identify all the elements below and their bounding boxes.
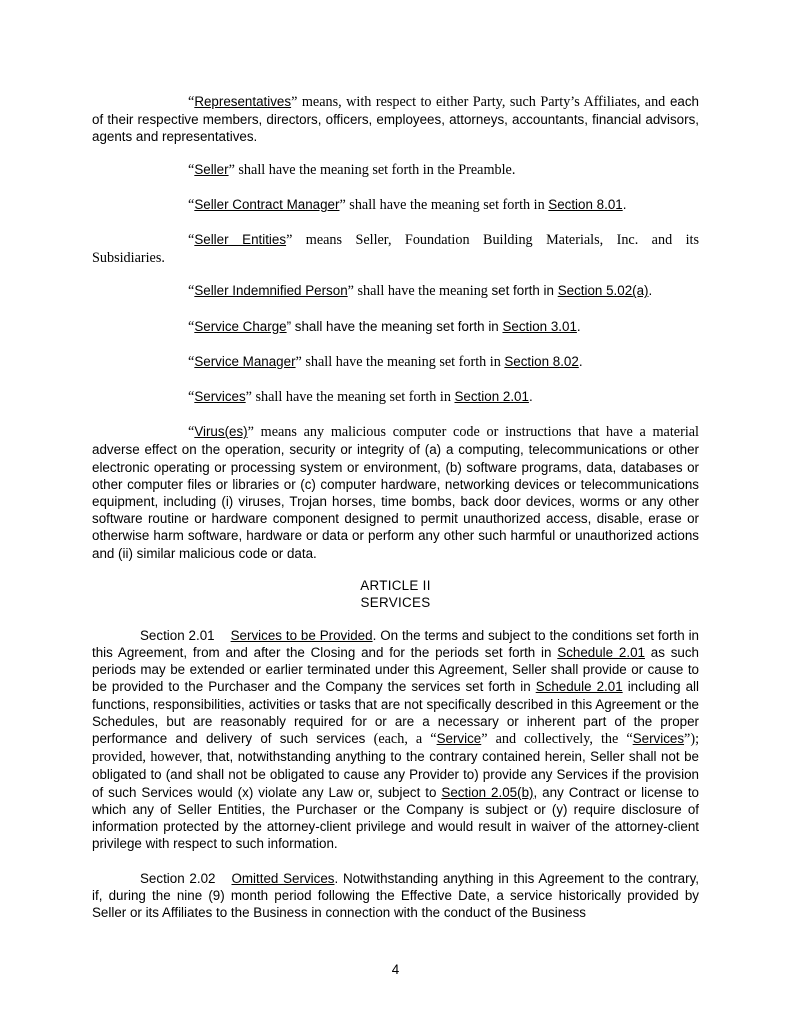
article-title: SERVICES — [360, 594, 431, 610]
term-seller-entities: Seller Entities — [194, 232, 287, 248]
definition-seller-entities: “Seller Entities” means Seller, Foundation Building Materials, Inc. and its Subsidiaries. — [92, 232, 699, 267]
term-service-manager: Service Manager — [194, 353, 296, 369]
section-2-02-number: Section 2.02 — [140, 870, 216, 886]
definition-services: “Services” shall have the meaning set forth in Section 2.01. — [188, 389, 533, 406]
article-heading — [92, 577, 699, 611]
ref-section-5-02a: Section 5.02(a) — [557, 283, 649, 299]
article-number: ARTICLE II — [360, 577, 431, 593]
definition-service-charge: “Service Charge” shall have the meaning set forth in Section 3.01. — [188, 318, 581, 335]
term-seller: Seller — [194, 161, 229, 177]
section-2-02: Section 2.02 Omitted Services. Notwithstanding anything in this Agreement to the contrary, if, during the nine (9) month period following the Effective Date, a service historically provided by Seller or its Affiliates to the Business in connection with the conduct of the Business — [92, 870, 699, 920]
term-seller-indemnified-person: Seller Indemnified Person — [194, 283, 348, 299]
term-services: Services — [194, 389, 246, 405]
section-2-02-title: Omitted Services — [231, 870, 335, 886]
term-service: Service — [436, 731, 482, 747]
page-content — [92, 93, 699, 938]
term-service-charge: Service Charge — [194, 318, 287, 334]
ref-schedule-2-01-a: Schedule 2.01 — [557, 645, 645, 661]
term-services-2: Services — [632, 731, 685, 747]
term-seller-contract-manager: Seller Contract Manager — [194, 196, 340, 212]
ref-section-8-01: Section 8.01 — [548, 196, 623, 212]
ref-schedule-2-01-b: Schedule 2.01 — [535, 679, 623, 695]
ref-section-2-05b: Section 2.05(b) — [441, 784, 534, 800]
page-number: 4 — [391, 962, 400, 977]
definition-seller-indemnified-person: “Seller Indemnified Person” shall have the meaning set forth in Section 5.02(a). — [188, 283, 653, 300]
section-2-01-number: Section 2.01 — [140, 627, 215, 643]
definition-representatives: “Representatives” means, with respect to either Party, such Party’s Affiliates, and each of their respective members, directors, officers, employees, attorneys, accountants, financial advisors, agents and representatives. — [92, 94, 699, 145]
ref-section-8-02: Section 8.02 — [504, 353, 579, 369]
ref-section-3-01: Section 3.01 — [502, 318, 577, 334]
section-2-01-title: Services to be Provided — [230, 627, 373, 643]
definition-service-manager: “Service Manager” shall have the meaning set forth in Section 8.02. — [188, 353, 583, 370]
term-representatives: Representatives — [194, 94, 292, 109]
ref-section-2-01: Section 2.01 — [454, 389, 529, 405]
definition-viruses: “Virus(es)” means any malicious computer code or instructions that have a material adverse effect on the operation, security or integrity of (a) a computing, telecommunications or other electronic operating or processing system or environment, (b) software programs, data, databases or other computer files or libraries or (c) computer hardware, networking devices or telecommunications equipment, including (i) viruses, Trojan horses, time bombs, back door devices, worms or any other software routine or hardware component designed to permit unauthorized access, disable, erase or otherwise harm software, hardware or data or perform any other such harmful or unauthorized actions and (ii) similar malicious code or data. — [92, 424, 699, 561]
definition-seller-contract-manager: “Seller Contract Manager” shall have the meaning set forth in Section 8.01. — [188, 196, 627, 213]
section-2-01: Section 2.01 Services to be Provided. On the terms and subject to the conditions set forth in this Agreement, from and after the Closing and for the periods set forth in Schedule 2.01 as such periods may be extended or earlier terminated under this Agreement, Seller shall provide or cause to be provided to the Purchaser and the Company the services set forth in Schedule 2.01 including all functions, responsibilities, activities or tasks that are not specifically described in this Agreement or the Schedules, but are reasonably required for or are a necessary or inherent part of the proper performance and delivery of such services (each, a “Service” and collectively, the “Services”); provided, however, that, notwithstanding anything to the contrary contained herein, Seller shall not be obligated to (and shall not be obligated to cause any Provider to) provide any Services if the provision of such Services would (x) violate any Law or, subject to Section 2.05(b), any Contract or license to which any of Seller Entities, the Purchaser or the Company is subject or (y) require disclosure of information protected by the attorney-client privilege and would result in waiver of the attorney-client privilege with respect to such information. — [92, 627, 700, 852]
term-viruses: Virus(es) — [194, 424, 248, 440]
definition-seller: “Seller” shall have the meaning set forth in the Preamble. — [188, 161, 516, 178]
